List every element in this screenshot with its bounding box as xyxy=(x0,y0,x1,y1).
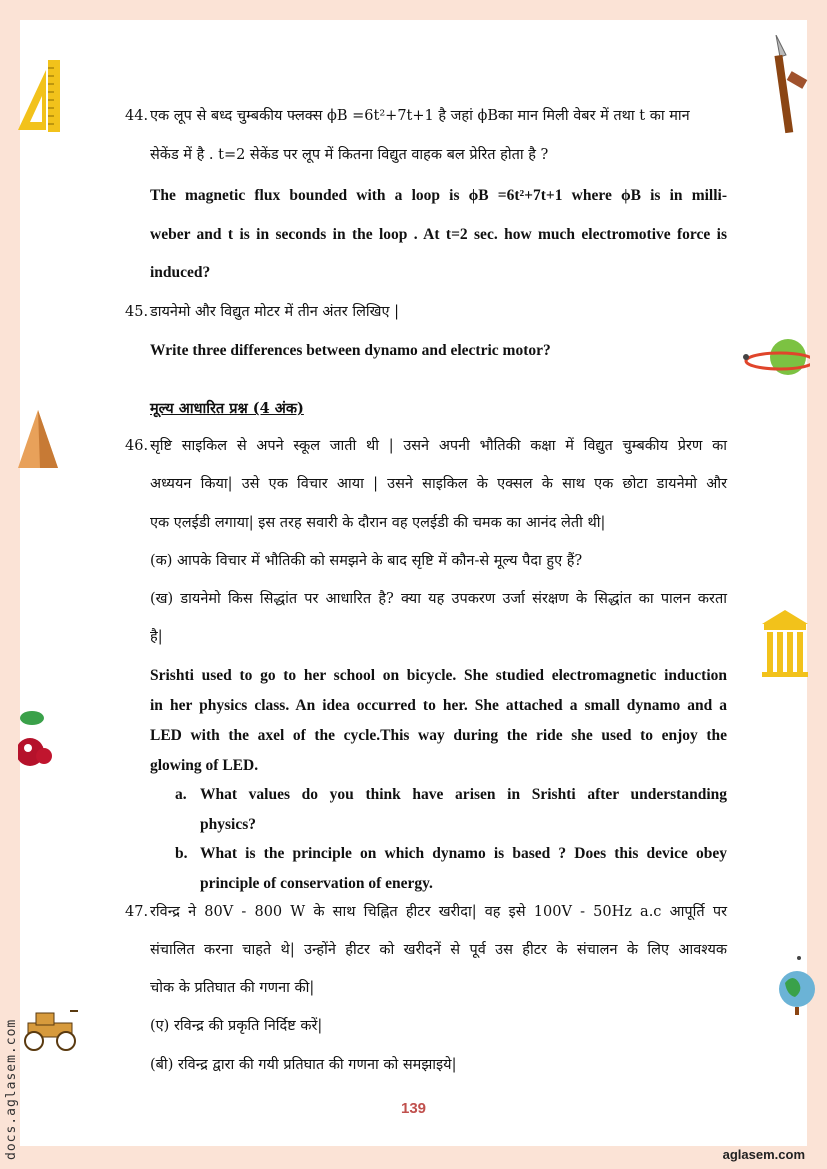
question-number: 44. xyxy=(125,108,149,124)
q46-english-line: Srishti used to go to her school on bicycle. She studied electromagnetic induction xyxy=(150,667,727,684)
globe-icon xyxy=(775,955,815,1017)
q46-sub-b: principle of conservation of energy. xyxy=(200,875,433,892)
q44-english-line: The magnetic flux bounded with a loop is ϕB =6t²+7t+1 where ϕB is in milli- xyxy=(150,187,727,204)
ruler-icon xyxy=(18,60,68,135)
q46-hindi-part-a: (क) आपके विचार में भौतिकी को समझने के बाद सृष्टि में कौन-से मूल्य पैदा हुए हैं? xyxy=(150,553,583,569)
q47-hindi-part-b: (बी) रविन्द्र द्वारा की गयी प्रतिघात की गणना को समझाइये| xyxy=(150,1057,457,1073)
q47-hindi-line: रविन्द्र ने 80V - 800 W के साथ चिह्नित हीटर खरीदा| वह इसे 100V - 50Hz a.c आपूर्ति पर xyxy=(150,904,727,920)
q44-english-line: weber and t is in seconds in the loop . At t=2 sec. how much electromotive force is xyxy=(150,226,727,243)
q46-hindi-line: सृष्टि साइकिल से अपने स्कूल जाती थी | उसने अपनी भौतिकी कक्षा में विद्युत चुम्बकीय प्रेरण का xyxy=(150,438,727,454)
q46-sub-a: What values do you think have arisen in Srishti after understanding xyxy=(200,786,727,803)
q46-english-line: LED with the axel of the cycle.This way during the ride she used to enjoy the xyxy=(150,727,727,744)
q44-english-line: induced? xyxy=(150,264,211,281)
vintage-car-icon xyxy=(20,1005,82,1055)
section-title: मूल्य आधारित प्रश्न (4 अंक) xyxy=(150,400,304,417)
watermark: docs.aglasem.com xyxy=(4,1018,19,1160)
q46-english-line: in her physics class. An idea occurred to her. She attached a small dynamo and a xyxy=(150,697,727,714)
page-number: 139 xyxy=(400,1100,427,1117)
q47-hindi-part-a: (ए) रविन्द्र की प्रकृति निर्दिष्ट करें| xyxy=(150,1018,323,1034)
q47-hindi-line: चोक के प्रतिघात की गणना की| xyxy=(150,980,315,996)
q46-sub-a: physics? xyxy=(200,816,256,833)
q44-hindi-line: एक लूप से बध्द चुम्बकीय फ्लक्स ϕB =6t²+7t+1 है जहां ϕBका मान मिली वेबर में तथा t का मान xyxy=(150,108,690,124)
q46-hindi-line: एक एलईडी लगाया| इस तरह सवारी के दौरान वह एलईडी की चमक का आनंद लेती थी| xyxy=(150,515,606,531)
question-number: 47. xyxy=(125,904,149,920)
q47-hindi-line: संचालित करना चाहते थे| उन्होंने हीटर को खरीदनें से पूर्व उस हीटर के संचालन के लिए आवश्यक xyxy=(150,942,727,958)
fruit-icon xyxy=(18,708,58,778)
question-number: 46. xyxy=(125,438,149,454)
tool-icon xyxy=(768,35,813,135)
q46-hindi-part-b: (ख) डायनेमो किस सिद्धांत पर आधारित है? क्या यह उपकरण उर्जा संरक्षण के सिद्धांत का पालन करता xyxy=(150,591,727,607)
q46-hindi-line: अध्ययन किया| उसे एक विचार आया | उसने साइकिल के एक्सल के साथ एक छोटा डायनेमो और xyxy=(150,476,727,492)
temple-icon xyxy=(760,608,810,678)
q46-hindi-part-b: है| xyxy=(150,629,163,645)
q45-english: Write three differences between dynamo and electric motor? xyxy=(150,342,551,359)
q46-sub-b: What is the principle on which dynamo is based ? Does this device obey xyxy=(200,845,727,862)
pyramid-icon xyxy=(18,410,60,470)
q46-english-line: glowing of LED. xyxy=(150,757,259,774)
planet-icon xyxy=(740,335,810,385)
q45-hindi: डायनेमो और विद्युत मोटर में तीन अंतर लिखिए | xyxy=(150,304,400,320)
q44-hindi-line: सेकेंड में है . t=2 सेकेंड पर लूप में कितना विद्युत वाहक बल प्रेरित होता है ? xyxy=(150,147,549,163)
sub-question-label: b. xyxy=(175,845,188,862)
sub-question-label: a. xyxy=(175,786,187,803)
question-number: 45. xyxy=(125,304,149,320)
footer-site[interactable]: aglasem.com xyxy=(722,1147,805,1162)
